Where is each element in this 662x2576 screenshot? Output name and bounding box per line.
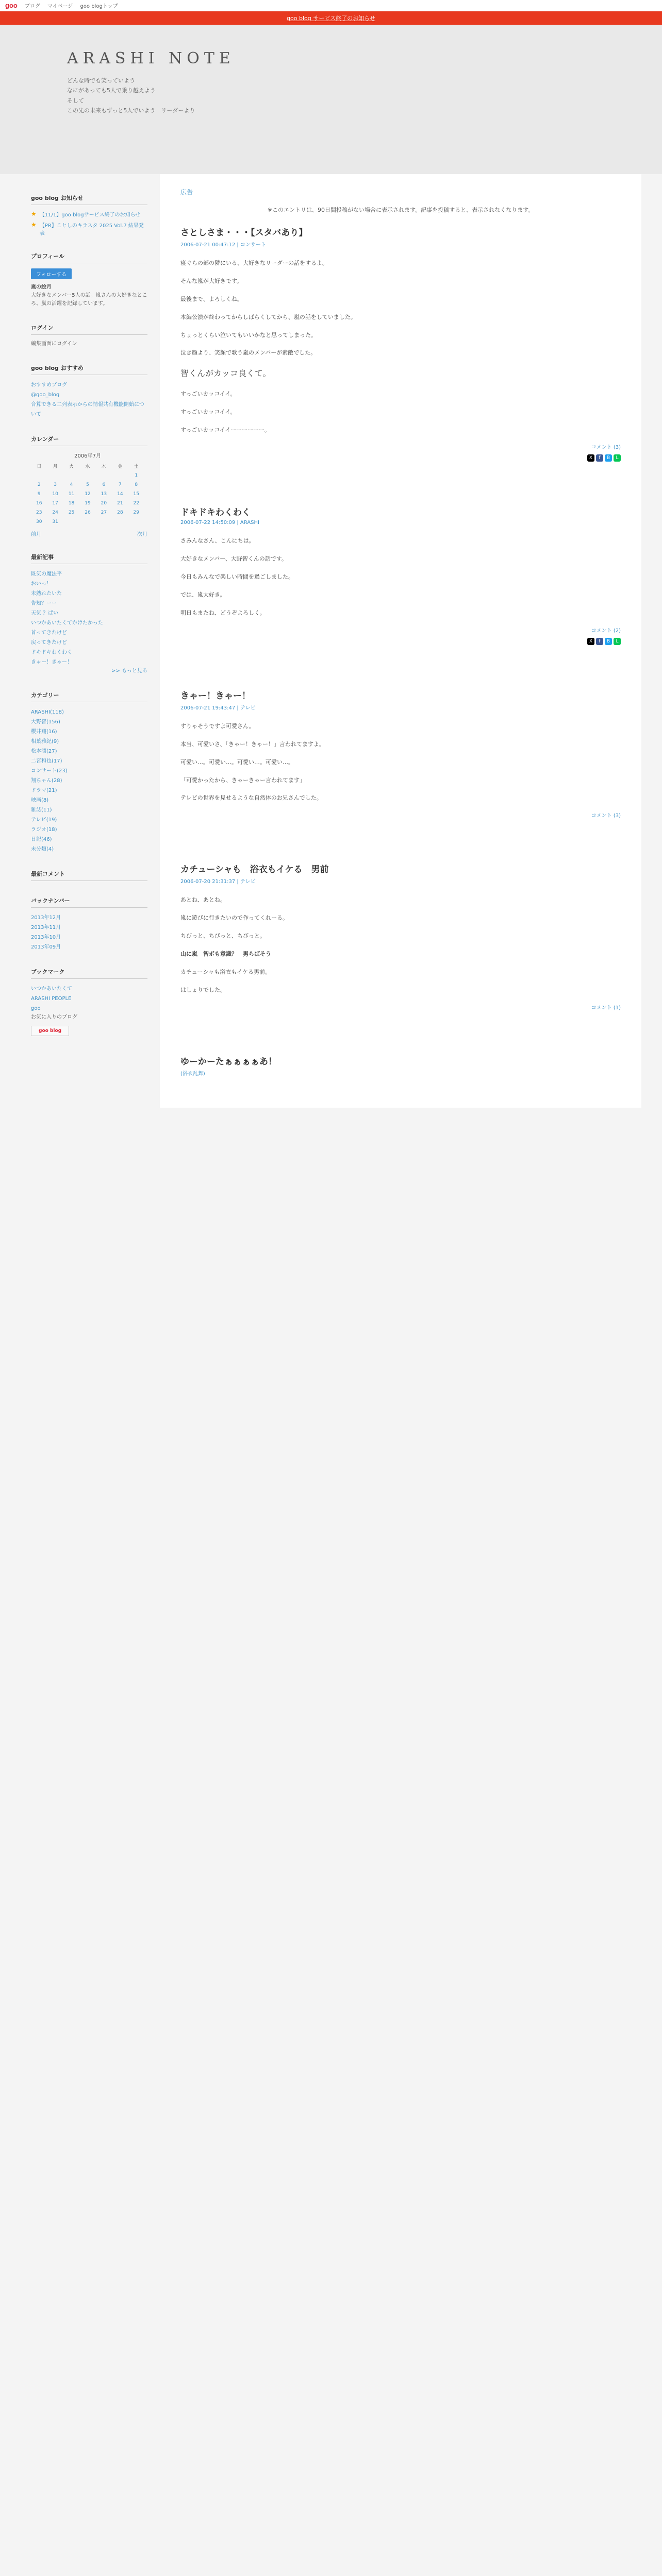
topbar-link-mypage[interactable]: マイページ [47, 4, 73, 9]
calendar-date[interactable]: 2 [37, 482, 41, 487]
backnumber-link[interactable]: 2013年12月 [31, 915, 61, 921]
calendar-date [96, 471, 112, 480]
post-title[interactable]: きゃー！きゃー！ [180, 690, 251, 701]
list-item [31, 657, 147, 667]
recent-comments-heading: 最新コメント [31, 870, 147, 881]
list-item [31, 717, 147, 727]
post-body [180, 536, 621, 618]
category-link[interactable]: 未分類(4) [31, 846, 54, 852]
list-item [31, 835, 147, 844]
post-paragraph: すっごいカッコイイーーーーーー。 [180, 426, 270, 433]
post-title[interactable]: ドキドキわくわく [180, 507, 251, 518]
goo-blog-badge[interactable] [31, 1026, 69, 1036]
post-meta[interactable]: 2006-07-21 00:47:12 | コンサート [180, 242, 266, 248]
post-paragraph: 本編公演が終わってからしばらくしてから、嵐の話をしていました。 [180, 313, 356, 320]
list-item [31, 589, 147, 599]
calendar-date[interactable]: 4 [70, 482, 73, 487]
category-link[interactable]: コンサート(23) [31, 768, 68, 774]
post-paragraph: 嵐に遊びに行きたいので作ってくれーる。 [180, 914, 288, 922]
category-link[interactable]: 映画(8) [31, 798, 49, 803]
post-paragraph: ちびっと、ちびっと、ちびっと。 [180, 933, 266, 940]
login-link[interactable]: 編集画面にログイン [31, 341, 77, 347]
calendar-date[interactable]: 1 [135, 473, 138, 478]
calendar-date[interactable]: 19 [85, 501, 91, 506]
recent-post-link[interactable]: ドキドキわくわく [31, 650, 72, 655]
post-paragraph: カチューシャも浴衣もイケる男前。 [180, 968, 271, 975]
category-list [31, 707, 147, 854]
hatena-share-icon[interactable]: B [605, 454, 612, 462]
calendar-date [128, 517, 144, 527]
star-icon: ★ [31, 210, 37, 217]
post-paragraph: すりゃそうですよ可愛さん。 [180, 722, 255, 730]
recent-post-link[interactable]: きゃー！きゃー！ [31, 659, 72, 665]
recent-post-link[interactable]: 戻ってきたけど [31, 640, 67, 646]
bookmark-link[interactable]: ARASHI PEOPLE [31, 996, 72, 1002]
post-paragraph: 今日もみんなで楽しい時間を過ごしました。 [180, 573, 294, 581]
post [180, 505, 621, 666]
calendar-date[interactable]: 15 [133, 492, 139, 497]
list-item [31, 984, 147, 994]
blog-header [0, 25, 662, 174]
recommend-list [31, 380, 147, 419]
post-paragraph: 本当、可愛いさ、「きゃー！きゃー！」言われてますよ。 [180, 740, 325, 748]
list-item [31, 707, 147, 717]
goo-logo[interactable]: goo [5, 2, 18, 9]
post-paragraph: では、嵐大好き。 [180, 591, 226, 599]
recommend-link[interactable]: おすすめブログ [31, 382, 68, 388]
post [180, 862, 621, 1032]
calendar-nav [31, 530, 147, 537]
post-title[interactable]: カチューシャも 浴衣もイケる 男前 [180, 865, 329, 875]
calendar-date[interactable]: 29 [133, 510, 139, 515]
calendar-date [79, 517, 95, 527]
facebook-share-icon[interactable]: f [596, 638, 603, 645]
ad-link[interactable]: 広告 [180, 189, 193, 196]
hatena-share-icon[interactable]: B [605, 638, 612, 645]
list-item [31, 747, 147, 756]
blog-title[interactable]: ARASHI NOTE [67, 49, 235, 67]
notice-link[interactable]: 【PR】ことしのキラスタ 2025 Vol.7 結果発表 [39, 223, 144, 236]
calendar-date[interactable]: 8 [135, 482, 138, 487]
list-item [31, 599, 147, 608]
sidebar [31, 174, 160, 1108]
calendar-date[interactable]: 9 [37, 492, 41, 497]
list-item [31, 727, 147, 737]
post [180, 225, 621, 483]
post-paragraph: はしょりでした。 [180, 986, 226, 993]
topbar-link-blog[interactable]: ブログ [24, 4, 40, 9]
list-item [31, 933, 147, 942]
calendar-date [63, 517, 79, 527]
list-item [31, 913, 147, 923]
calendar-date [96, 517, 112, 527]
calendar-date[interactable]: 26 [85, 510, 91, 515]
service-notice-bar [0, 11, 662, 25]
list-item [31, 795, 147, 805]
calendar-date[interactable]: 5 [86, 482, 89, 487]
share-buttons [180, 454, 621, 462]
badge-label: goo blog [39, 1028, 62, 1033]
post-body [180, 258, 621, 435]
recent-post-link[interactable]: 既気の魔法平 [31, 571, 62, 577]
calendar-date [112, 517, 128, 527]
calendar-day-header: 金 [118, 464, 123, 469]
post-paragraph: ちょっとくらい泣いてもいいかなと思ってしまった。 [180, 331, 317, 338]
intro-notice: ※このエントリは、90日間投稿がない場合に表示されます。記事を投稿すると、表示されなくなります。 [267, 207, 534, 213]
calendar-day-header: 土 [134, 464, 139, 469]
recent-post-link[interactable]: おいっ！ [31, 581, 52, 587]
post-paragraph: あとね、あとね。 [180, 896, 226, 904]
backnumber-link[interactable]: 2013年11月 [31, 925, 61, 930]
bookmark-link[interactable]: goo [31, 1006, 41, 1011]
calendar-date[interactable]: 14 [117, 492, 123, 497]
list-item [31, 638, 147, 648]
main-content [160, 174, 641, 1108]
calendar-date[interactable]: 23 [36, 510, 42, 515]
bookmark-list [31, 984, 147, 1013]
calendar-day-header: 木 [101, 464, 106, 469]
list-item [31, 776, 147, 786]
tagline-line: どんな時でも笑っていよう [67, 77, 135, 84]
list-item [31, 942, 147, 952]
notice-item [31, 210, 147, 218]
calendar-date[interactable]: 24 [52, 510, 58, 515]
post-paragraph: 大好きなメンバー、大野智くんの話です。 [180, 555, 287, 563]
calendar-date[interactable]: 22 [133, 501, 139, 506]
recent-post-link[interactable]: 告知？ーー [31, 601, 57, 606]
post-paragraph: 「可愛かったから、きゃーきゃー言われてます」 [180, 776, 305, 784]
notice-item [31, 221, 147, 236]
calendar-day-header: 日 [37, 464, 42, 469]
category-link[interactable]: 相葉雅紀(9) [31, 739, 59, 744]
list-item [31, 805, 147, 815]
backnumber-link[interactable]: 2013年10月 [31, 935, 61, 940]
list-item [31, 737, 147, 747]
follow-button[interactable]: フォローする [31, 268, 72, 279]
post-title[interactable]: さとしさま・・・【スタバあり】 [180, 228, 308, 238]
comment-link[interactable]: コメント (3) [591, 813, 621, 819]
blog-tagline [67, 76, 595, 115]
notice-link[interactable]: 【11/1】goo blogサービス終了のお知らせ [39, 212, 141, 218]
list-item [31, 786, 147, 795]
profile-name: 嵐の絵月 [31, 284, 52, 290]
star-icon: ★ [31, 221, 37, 228]
calendar-date[interactable]: 27 [101, 510, 107, 515]
category-link[interactable]: ラジオ(18) [31, 827, 57, 833]
calendar-caption: 2006年7月 [74, 453, 101, 459]
recent-post-link[interactable]: 天気 ？ぱい [31, 611, 59, 616]
bookmark-text: お気に入りのブログ [31, 1014, 77, 1020]
list-item [31, 648, 147, 657]
list-item [31, 756, 147, 766]
calendar-date[interactable]: 18 [68, 501, 75, 506]
calendar-day-header: 月 [53, 464, 58, 469]
category-link[interactable]: ドラマ(21) [31, 788, 57, 793]
calendar-next-link[interactable]: 次月 [137, 532, 147, 537]
calendar-date [31, 471, 47, 480]
list-item [31, 608, 147, 618]
service-notice-link[interactable]: goo blog サービス終了のお知らせ [287, 15, 375, 22]
list-item [31, 844, 147, 854]
tagline-line: そして [67, 97, 84, 104]
post-meta[interactable]: 2006-07-21 19:43:47 | テレビ [180, 705, 256, 711]
login-heading: ログイン [31, 324, 147, 335]
calendar-date[interactable]: 11 [68, 492, 75, 497]
post-meta: (浴衣乱舞) [180, 1071, 205, 1077]
post-paragraph: さみんなさん、こんにちは。 [180, 537, 255, 545]
calendar [31, 451, 144, 527]
x-share-icon[interactable]: X [587, 638, 594, 645]
calendar-date [79, 471, 95, 480]
calendar-date[interactable]: 20 [101, 501, 107, 506]
post-paragraph: 寝ぐらの部の隣にいる、大好きなリーダーの話をするよ。 [180, 260, 328, 266]
list-item [31, 569, 147, 579]
calendar-date[interactable]: 30 [36, 519, 42, 524]
calendar-date[interactable]: 3 [54, 482, 57, 487]
post-paragraph: テレビの世界を見せるような自然体のお兄さんでした。 [180, 794, 322, 802]
list-item [31, 994, 147, 1004]
post-paragraph: そんな嵐が大好きです。 [180, 277, 243, 284]
calendar-date[interactable]: 25 [68, 510, 75, 515]
share-buttons [180, 638, 621, 645]
facebook-share-icon[interactable]: f [596, 454, 603, 462]
comment-link[interactable]: コメント (1) [591, 1005, 621, 1011]
line-share-icon[interactable]: L [614, 638, 621, 645]
list-item [31, 579, 147, 589]
calendar-date[interactable]: 12 [85, 492, 91, 497]
list-item [31, 628, 147, 638]
list-item [31, 400, 147, 419]
category-link[interactable]: ARASHI(118) [31, 709, 64, 715]
recent-post-link[interactable]: 首ってきたけど [31, 630, 67, 636]
category-link[interactable]: テレビ(19) [31, 817, 57, 823]
post-paragraph: 山に嵐 智ボも意識？ 男らばそう [180, 950, 271, 957]
backnumber-list [31, 913, 147, 952]
recent-post-link[interactable]: 未熟れたいた [31, 591, 62, 597]
calendar-date [47, 471, 63, 480]
calendar-heading: カレンダー [31, 435, 147, 446]
post-meta[interactable]: 2006-07-20 21:31:37 | テレビ [180, 879, 256, 885]
recent-list [31, 569, 147, 667]
comment-link[interactable]: コメント (3) [591, 445, 621, 451]
post-paragraph: 明日もまたね、どうぞよろしく。 [180, 609, 266, 616]
list-item [31, 1004, 147, 1013]
category-link[interactable]: 櫻井翔(16) [31, 729, 57, 735]
list-item [31, 825, 147, 835]
calendar-day-header: 水 [85, 464, 90, 469]
calendar-date[interactable]: 16 [36, 501, 42, 506]
recent-heading: 最新記事 [31, 553, 147, 564]
bookmark-link[interactable]: いつかあいたくて [31, 986, 72, 992]
calendar-date [63, 471, 79, 480]
category-link[interactable]: 翔ちゃん(28) [31, 778, 62, 784]
list-item [31, 390, 147, 400]
calendar-date[interactable]: 31 [52, 519, 58, 524]
category-link[interactable]: 雑誌(11) [31, 807, 52, 813]
recommend-link[interactable]: @goo_blog [31, 392, 60, 398]
post-body [180, 721, 621, 804]
post-body [180, 895, 621, 995]
recent-more-link[interactable]: >> もっと見る [111, 668, 147, 674]
main-layout [0, 174, 662, 1108]
calendar-date [112, 471, 128, 480]
post-paragraph: 泣き顔より、笑顔で歌う嵐のメンバーが素敵でした。 [180, 349, 317, 357]
recommend-link[interactable]: 合算できる二列表示からの情報共有機能開始について [31, 402, 144, 417]
topbar-link-top[interactable]: goo blogトップ [80, 4, 118, 9]
notices-heading: goo blog お知らせ [31, 194, 147, 205]
calendar-date[interactable]: 10 [52, 492, 58, 497]
profile-text: 大好きなメンバー5人の話。嵐さんの大好きなところ、嵐の活躍を記録しています。 [31, 293, 147, 307]
backnumber-link[interactable]: 2013年09月 [31, 944, 61, 950]
post-meta[interactable]: 2006-07-22 14:50:09 | ARASHI [180, 520, 259, 526]
bookmark-heading: ブックマーク [31, 968, 147, 979]
list-item [31, 815, 147, 825]
recent-post-link[interactable]: いつかあいたくてかけたかった [31, 620, 103, 626]
line-share-icon[interactable]: L [614, 454, 621, 462]
profile-heading: プロフィール [31, 252, 147, 263]
post-highlight: 智くんがカッコ良くて。 [180, 368, 271, 379]
recommend-heading: goo blog おすすめ [31, 364, 147, 375]
list-item [31, 923, 147, 933]
category-link[interactable]: 松本潤(27) [31, 749, 57, 754]
calendar-date[interactable]: 17 [52, 501, 58, 506]
post-paragraph: すっごいカッコイイ。 [180, 390, 236, 397]
top-bar [0, 0, 662, 11]
list-item [31, 766, 147, 776]
calendar-date[interactable]: 7 [118, 482, 122, 487]
post-title[interactable]: ゆーかーたぁぁぁぁあ！ [180, 1056, 277, 1067]
calendar-date[interactable]: 13 [101, 492, 107, 497]
tagline-line: この先の未来もずっと5人でいよう リーダーより [67, 107, 195, 114]
tagline-line: なにがあっても5人で乗り越えよう [67, 87, 156, 94]
calendar-date[interactable]: 21 [117, 501, 123, 506]
calendar-day-header: 火 [69, 464, 74, 469]
category-link[interactable]: 日記(46) [31, 837, 52, 842]
list-item [31, 380, 147, 390]
post [180, 688, 621, 840]
post-paragraph: 可愛い…。可愛い…。可愛い…。可愛い…。 [180, 758, 294, 766]
category-link[interactable]: 二宮和也(17) [31, 758, 62, 764]
post-paragraph: すっごいカッコイイ。 [180, 408, 236, 415]
calendar-prev-link[interactable]: 前月 [31, 532, 41, 537]
calendar-date[interactable]: 28 [117, 510, 123, 515]
post-paragraph: 最後まで、よろしくね。 [180, 295, 243, 302]
category-heading: カテゴリー [31, 691, 147, 702]
comment-link[interactable]: コメント (2) [591, 628, 621, 634]
x-share-icon[interactable]: X [587, 454, 594, 462]
category-link[interactable]: 大野智(156) [31, 719, 60, 725]
calendar-date[interactable]: 6 [102, 482, 106, 487]
list-item [31, 618, 147, 628]
backnumber-heading: バックナンバー [31, 896, 147, 908]
